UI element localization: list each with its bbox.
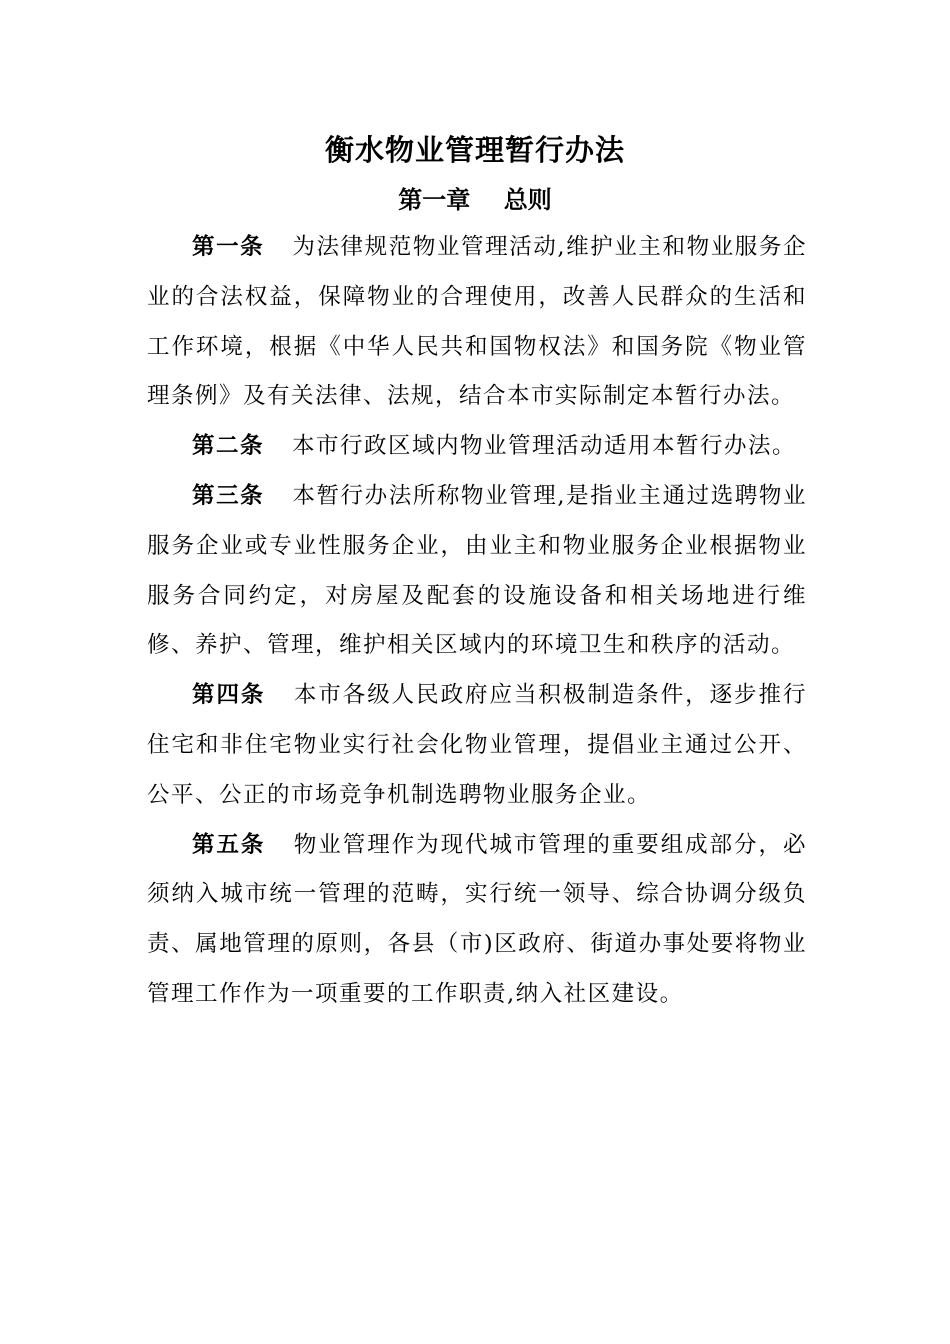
- article-2: [147, 422, 807, 472]
- chapter-heading: 第一章 总则: [398, 185, 552, 214]
- article-label: 第五条: [192, 831, 266, 858]
- article-5: [147, 821, 807, 1020]
- article-1: [147, 223, 807, 422]
- article-label: 第三条: [192, 482, 265, 509]
- article-text: 本市行政区域内物业管理活动适用本暂行办法。: [292, 433, 797, 460]
- document-title: 衡水物业管理暂行办法: [324, 133, 625, 167]
- article-label: 第四条: [192, 682, 266, 709]
- article-label: 第二条: [192, 433, 265, 460]
- article-label: 第一条: [192, 234, 265, 260]
- article-4: [147, 671, 807, 820]
- article-text: 物业管理作为现代城市管理的重要组成部分，必须纳入城市统一管理的范畴，实行统一领导、综合协调分级负责、属地管理的原则，各县（市)区政府、街道办事处要将物业管理工作作为一项重要的工作职责,纳入社区建设。: [147, 831, 807, 1007]
- article-3: [147, 472, 807, 671]
- article-text: 本暂行办法所称物业管理,是指业主通过选聘物业服务企业或专业性服务企业，由业主和物业服务企业根据物业服务合同约定，对房屋及配套的设施设备和相关场地进行维修、养护、管理，维护相关区域内的环境卫生和秩序的活动。: [147, 482, 807, 659]
- document-body: [147, 223, 807, 1020]
- article-text: 为法律规范物业管理活动,维护业主和物业服务企业的合法权益，保障物业的合理使用，改善人民群众的生活和工作环境，根据《中华人民共和国物权法》和国务院《物业管理条例》及有关法律、法规，结合本市实际制定本暂行办法。: [147, 234, 807, 410]
- article-text: 本市各级人民政府应当积极制造条件，逐步推行住宅和非住宅物业实行社会化物业管理，提倡业主通过公开、公平、公正的市场竞争机制选聘物业服务企业。: [147, 682, 807, 808]
